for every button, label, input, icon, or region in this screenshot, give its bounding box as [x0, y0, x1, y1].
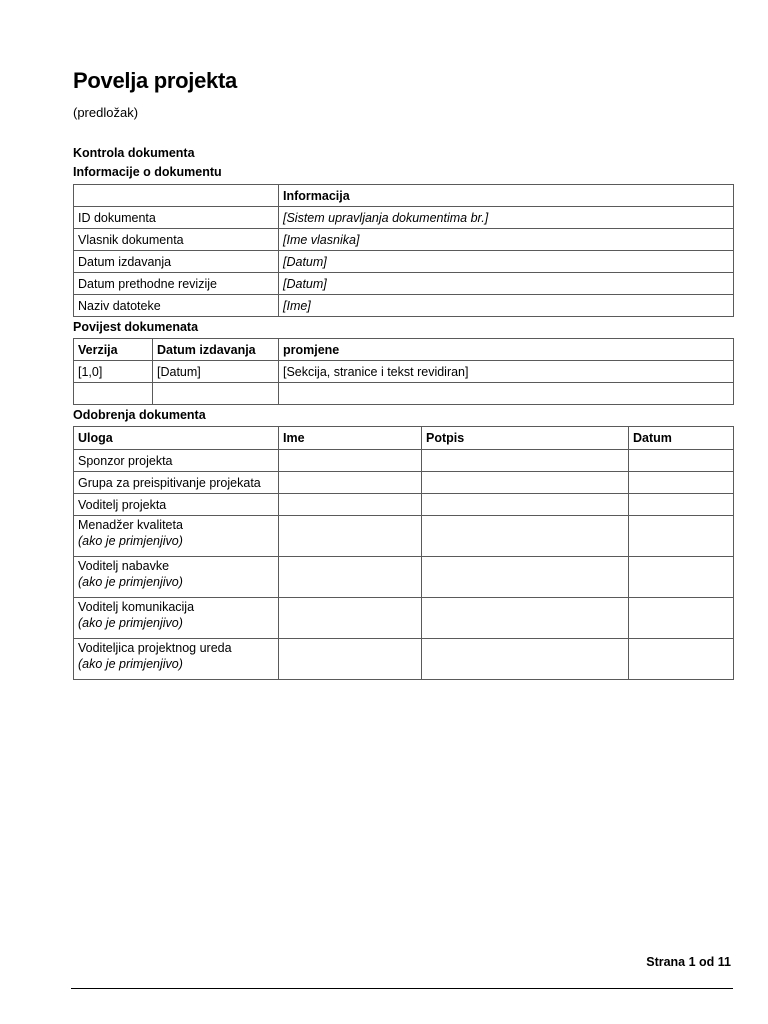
document-info-table: [73, 184, 734, 317]
info-label: ID dokumenta: [74, 207, 279, 229]
approval-role-cell: [74, 598, 279, 639]
table-row: [74, 427, 734, 450]
approval-date-cell[interactable]: [629, 472, 734, 494]
page-number: Strana 1 od 11: [646, 955, 731, 969]
history-changes[interactable]: [Sekcija, stranice i tekst revidiran]: [279, 361, 734, 383]
approval-role: Voditeljica projektnog ureda: [78, 641, 232, 655]
approval-role: Sponzor projekta: [74, 450, 279, 472]
table-row: [74, 383, 734, 405]
approval-role-note: (ako je primjenjivo): [78, 616, 183, 630]
approval-role: Menadžer kvaliteta: [78, 518, 183, 532]
history-header-version: Verzija: [74, 339, 153, 361]
history-header-date: Datum izdavanja: [153, 339, 279, 361]
section-document-info: Informacije o dokumentu: [73, 165, 222, 179]
approval-role: Grupa za preispitivanje projekata: [74, 472, 279, 494]
approval-signature-cell[interactable]: [422, 598, 629, 639]
approval-role: Voditelj projekta: [74, 494, 279, 516]
footer-divider: [71, 988, 733, 989]
approval-signature-cell[interactable]: [422, 516, 629, 557]
approval-signature-cell[interactable]: [422, 450, 629, 472]
info-label: Vlasnik dokumenta: [74, 229, 279, 251]
approval-date-cell[interactable]: [629, 494, 734, 516]
document-history-table: [73, 338, 734, 405]
section-document-history: Povijest dokumenata: [73, 320, 199, 334]
table-row: [74, 361, 734, 383]
approval-signature-cell[interactable]: [422, 557, 629, 598]
table-row: [74, 229, 734, 251]
section-document-control: Kontrola dokumenta: [73, 146, 195, 160]
table-row: [74, 494, 734, 516]
history-version[interactable]: [1,0]: [74, 361, 153, 383]
approval-date-cell[interactable]: [629, 598, 734, 639]
info-value[interactable]: [Ime vlasnika]: [279, 229, 734, 251]
table-row: [74, 185, 734, 207]
history-date[interactable]: [153, 383, 279, 405]
info-value[interactable]: [Datum]: [279, 273, 734, 295]
table-row: [74, 557, 734, 598]
approval-date-cell[interactable]: [629, 516, 734, 557]
approval-date-cell[interactable]: [629, 639, 734, 680]
approvals-header-date: Datum: [629, 427, 734, 450]
info-value[interactable]: [Ime]: [279, 295, 734, 317]
info-label: Datum izdavanja: [74, 251, 279, 273]
document-subtitle: (predložak): [73, 105, 139, 120]
table-cell-empty: [74, 185, 279, 207]
history-header-changes: promjene: [279, 339, 734, 361]
approvals-header-name: Ime: [279, 427, 422, 450]
table-row: [74, 207, 734, 229]
approval-name-cell[interactable]: [279, 494, 422, 516]
approval-name-cell[interactable]: [279, 516, 422, 557]
approval-role-note: (ako je primjenjivo): [78, 534, 183, 548]
document-title: Povelja projekta: [73, 68, 237, 93]
approvals-header-role: Uloga: [74, 427, 279, 450]
info-value[interactable]: [Sistem upravljanja dokumentima br.]: [279, 207, 734, 229]
approval-role: Voditelj nabavke: [78, 559, 170, 573]
info-value[interactable]: [Datum]: [279, 251, 734, 273]
info-label: Datum prethodne revizije: [74, 273, 279, 295]
table-row: [74, 516, 734, 557]
info-label: Naziv datoteke: [74, 295, 279, 317]
info-header: Informacija: [279, 185, 734, 207]
history-date[interactable]: [Datum]: [153, 361, 279, 383]
approval-name-cell[interactable]: [279, 639, 422, 680]
approval-role-cell: [74, 516, 279, 557]
table-row: [74, 450, 734, 472]
approval-name-cell[interactable]: [279, 598, 422, 639]
approval-role-note: (ako je primjenjivo): [78, 575, 183, 589]
history-version[interactable]: [74, 383, 153, 405]
approval-name-cell[interactable]: [279, 557, 422, 598]
table-row: [74, 639, 734, 680]
table-row: [74, 251, 734, 273]
section-document-approvals: Odobrenja dokumenta: [73, 408, 206, 422]
table-row: [74, 273, 734, 295]
approval-name-cell[interactable]: [279, 472, 422, 494]
approval-signature-cell[interactable]: [422, 494, 629, 516]
approval-date-cell[interactable]: [629, 450, 734, 472]
approvals-header-signature: Potpis: [422, 427, 629, 450]
approval-role-note: (ako je primjenjivo): [78, 657, 183, 671]
approval-role-cell: [74, 639, 279, 680]
table-row: [74, 472, 734, 494]
table-row: [74, 339, 734, 361]
history-changes[interactable]: [279, 383, 734, 405]
approval-signature-cell[interactable]: [422, 639, 629, 680]
approval-signature-cell[interactable]: [422, 472, 629, 494]
approval-role: Voditelj komunikacija: [78, 600, 195, 614]
table-row: [74, 295, 734, 317]
table-row: [74, 598, 734, 639]
approval-date-cell[interactable]: [629, 557, 734, 598]
approval-role-cell: [74, 557, 279, 598]
approval-name-cell[interactable]: [279, 450, 422, 472]
document-approvals-table: [73, 426, 734, 680]
